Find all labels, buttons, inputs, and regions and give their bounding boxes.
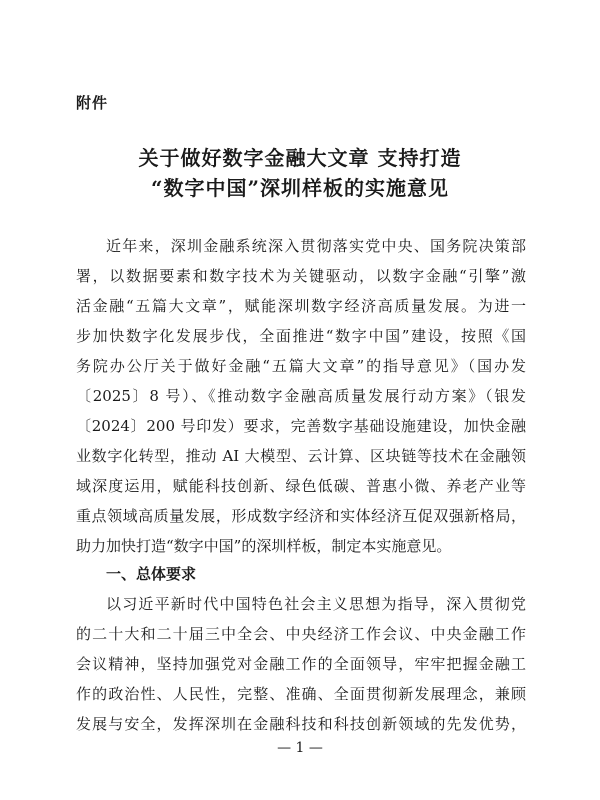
page-number: — 1 — — [277, 740, 323, 756]
paragraph-line: 务院办公厅关于做好金融“五篇大文章”的指导意见》（国办发 — [76, 357, 526, 375]
paragraph-line: 〔2025〕8 号）、《推动数字金融高质量发展行动方案》（银发 — [76, 387, 526, 405]
paragraph-line: 的二十大和二十届三中全会、中央经济工作会议、中央金融工作 — [76, 625, 526, 643]
paragraph-line: 助力加快打造“数字中国”的深圳样板，制定本实施意见。 — [76, 537, 452, 555]
paragraph-line: 发展与安全，发挥深圳在金融科技和科技创新领域的先发优势， — [76, 715, 526, 733]
paragraph-line: 业数字化转型，推动 AI 大模型、云计算、区块链等技术在金融领 — [76, 447, 526, 465]
paragraph-line: 活金融“五篇大文章”，赋能深圳数字经济高质量发展。为进一 — [76, 297, 526, 315]
paragraph-line: 域深度运用，赋能科技创新、绿色低碳、普惠小微、养老产业等 — [76, 477, 526, 495]
paragraph-line: 步加快数字化发展步伐，全面推进“数字中国”建设，按照《国 — [76, 327, 526, 345]
paragraph-line: 作的政治性、人民性，完整、准确、全面贯彻新发展理念，兼顾 — [76, 685, 526, 703]
paragraph-line: 〔2024〕200 号印发）要求，完善数字基础设施建设，加快金融 — [76, 417, 526, 435]
paragraph-line: 会议精神，坚持加强党对金融工作的全面领导，牢牢把握金融工 — [76, 655, 526, 673]
paragraph-line: 以习近平新时代中国特色社会主义思想为指导，深入贯彻党 — [106, 595, 526, 613]
paragraph-line: 署，以数据要素和数字技术为关键驱动，以数字金融“引擎”激 — [76, 267, 526, 285]
paragraph-line: 近年来，深圳金融系统深入贯彻落实党中央、国务院决策部 — [106, 237, 526, 255]
document-title-line-2: “数字中国”深圳样板的实施意见 — [150, 176, 449, 200]
paragraph-line: 重点领域高质量发展，形成数字经济和实体经济互促双强新格局， — [76, 507, 526, 525]
attachment-label: 附件 — [76, 94, 109, 112]
document-title-line-1: 关于做好数字金融大文章 支持打造 — [138, 146, 462, 170]
section-heading: 一、总体要求 — [106, 565, 197, 583]
